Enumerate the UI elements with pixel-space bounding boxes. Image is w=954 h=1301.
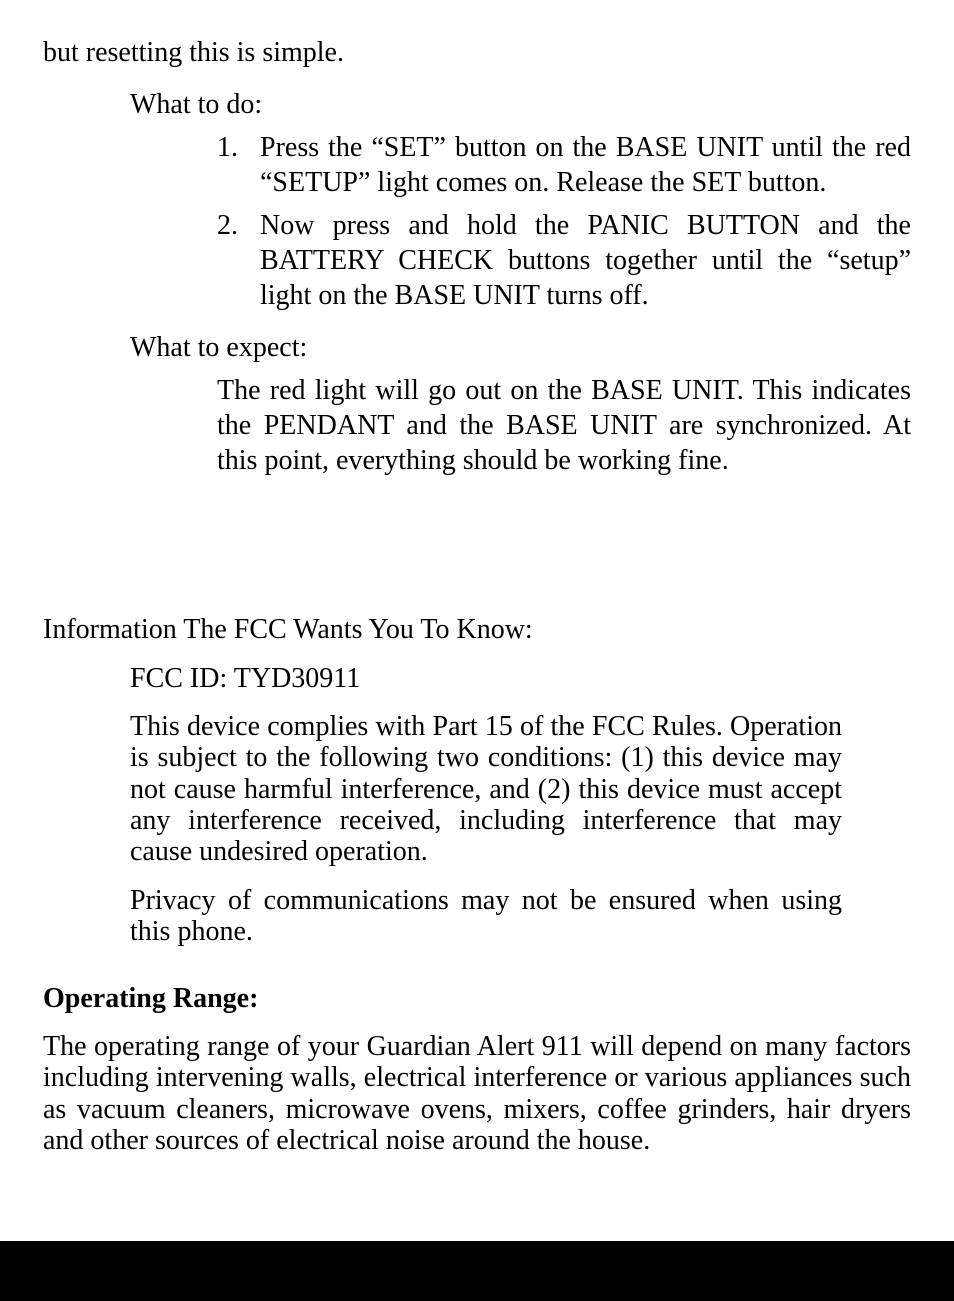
fcc-id: FCC ID: TYD30911 — [130, 663, 361, 694]
step-number: 1. — [217, 132, 238, 163]
step-number: 2. — [217, 210, 238, 241]
what-to-do-heading: What to do: — [130, 89, 263, 120]
operating-range-heading: Operating Range: — [43, 983, 259, 1014]
what-to-expect-heading: What to expect: — [130, 332, 308, 363]
fcc-heading: Information The FCC Wants You To Know: — [43, 614, 533, 645]
what-to-expect-text: The red light will go out on the BASE UNIT. This indicates the PENDANT and the BASE UNIT are synchronized. At this point, everything should be working fine. — [217, 375, 911, 476]
fcc-privacy-text: Privacy of communications may not be ensured when using this phone. — [130, 885, 842, 948]
step-text: Press the “SET” button on the BASE UNIT until the red “SETUP” light comes on. Release the SET button. — [260, 132, 911, 198]
operating-range-text: The operating range of your Guardian Alert 911 will depend on many factors including intervening walls, electrical interference or various appliances such as vacuum cleaners, microwave ovens, mixers, coffee grinders, hair dryers and other sources of electrical noise around the house. — [43, 1031, 911, 1156]
footer-bar — [0, 1241, 954, 1301]
intro-text: but resetting this is simple. — [43, 37, 344, 68]
fcc-compliance-text: This device complies with Part 15 of the FCC Rules. Operation is subject to the following two conditions: (1) this device may not cause harmful interference, and (2) this device must accept any interference received, including interference that may cause undesired operation. — [130, 711, 842, 868]
step-text: Now press and hold the PANIC BUTTON and the BATTERY CHECK buttons together until the “setup” light on the BASE UNIT turns off. — [260, 210, 911, 311]
